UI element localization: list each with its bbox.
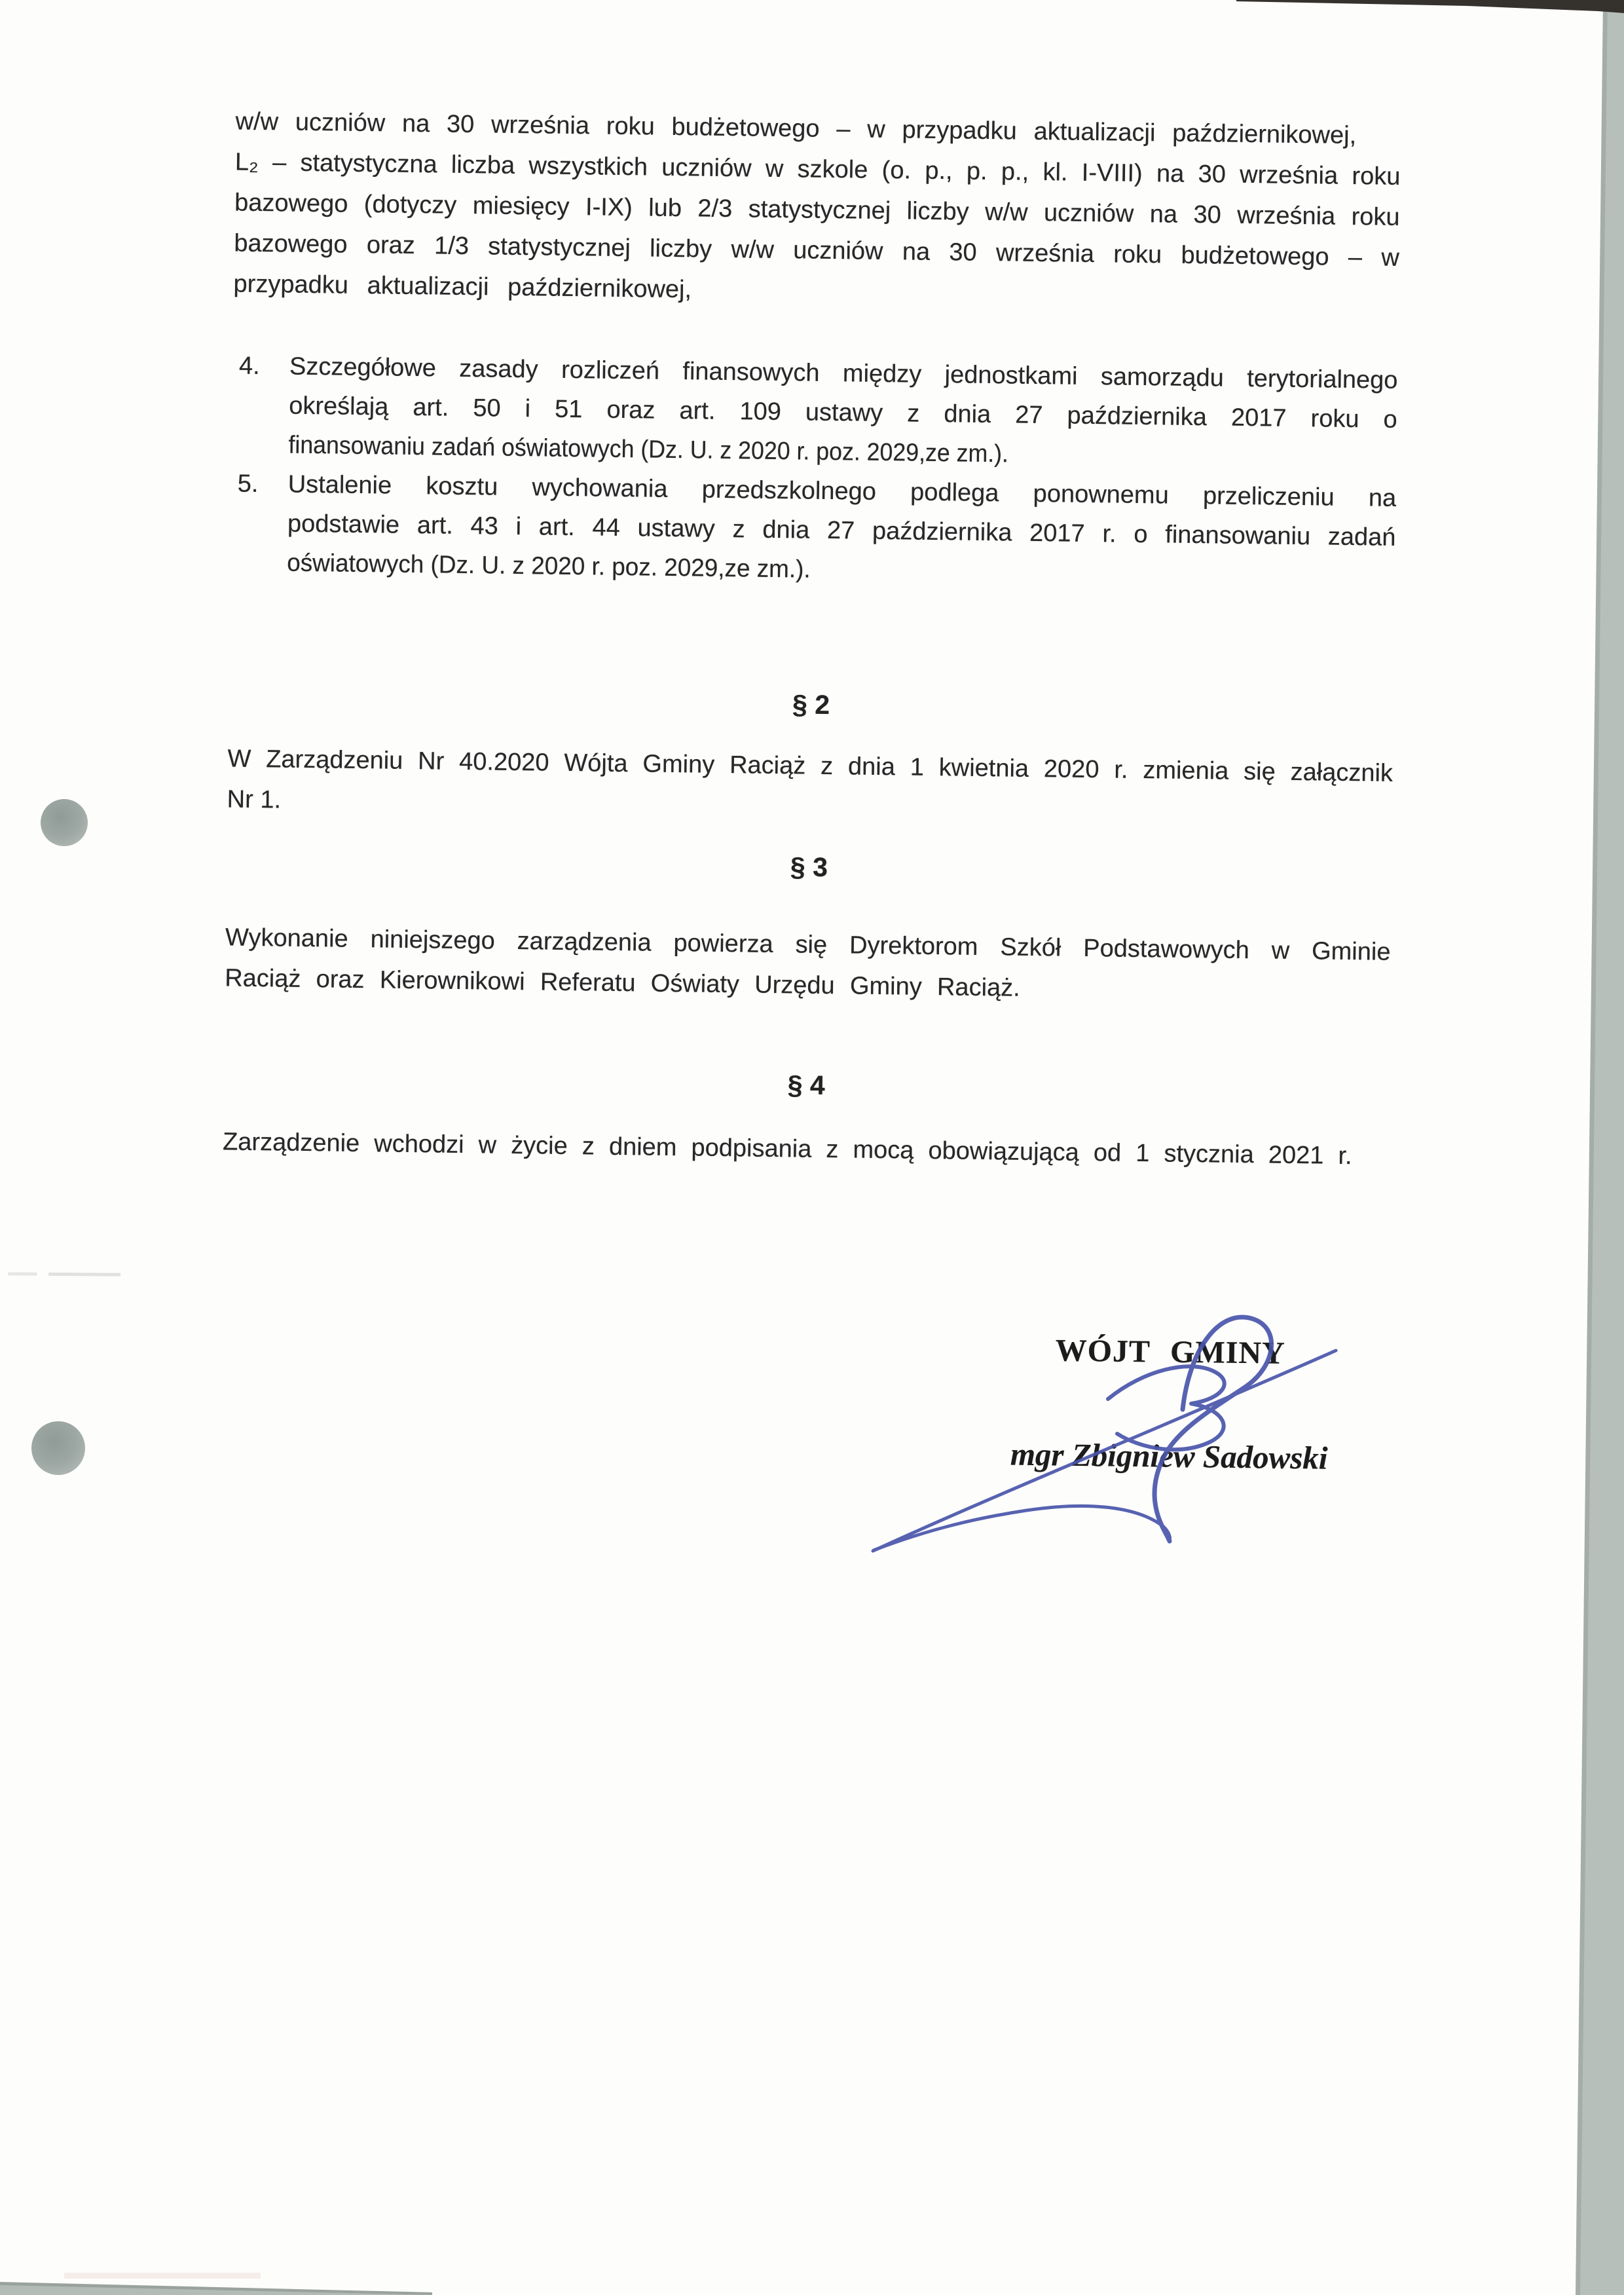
section-heading-3: § 3 (790, 851, 828, 882)
signature-title: WÓJT GMINY (1055, 1333, 1286, 1371)
text-line: podstawie art. 43 i art. 44 ustawy z dnia 27 października 2017 r. o finansowaniu zadań (287, 510, 1396, 551)
text-line: finansowaniu zadań oświatowych (Dz. U. z 2020 r. poz. 2029,ze zm.). (288, 431, 1009, 468)
top-edge-shadow (1236, 0, 1624, 13)
signature-block (1001, 1331, 1338, 1478)
text-line: Zarządzenie wchodzi w życie z dniem podpisania z mocą obowiązującą od 1 stycznia 2021 r. (222, 1128, 1352, 1170)
list-item-number: 5. (237, 470, 259, 498)
text-line: Ustalenie kosztu wychowania przedszkolnego podlega ponownemu przeliczeniu na (287, 470, 1397, 512)
text-line: Szczegółowe zasady rozliczeń finansowych między jednostkami samorządu terytorialnego (289, 352, 1398, 394)
section-paragraph-2 (227, 738, 1393, 834)
text-line: W Zarządzeniu Nr 40.2020 Wójta Gminy Raciąż z dnia 1 kwietnia 2020 r. zmienia się załącznik (227, 745, 1393, 787)
text-line: Wykonanie niniejszego zarządzenia powierza się Dyrektorom Szkół Podstawowych w Gminie (225, 924, 1391, 966)
text-line: oświatowych (Dz. U. z 2020 r. poz. 2029,ze zm.). (286, 549, 811, 584)
text-line: bazowego (dotyczy miesięcy I-IX) lub 2/3 statystycznej liczby w/w uczniów na 30 września roku (234, 189, 1400, 231)
numbered-list (236, 346, 1398, 597)
list-item (236, 464, 1397, 597)
signature-name: mgr Zbigniew Sadowski (1010, 1436, 1328, 1476)
section-heading-4: § 4 (787, 1070, 826, 1100)
text-line: L₂ – statystyczna liczba wszystkich uczniów w szkole (o. p., p. p., kl. I-VIII) na 30 września roku (234, 148, 1401, 191)
text-line: określają art. 50 i 51 oraz art. 109 ustawy z dnia 27 października 2017 roku o (288, 392, 1397, 434)
list-item-number: 4. (238, 352, 260, 381)
section-paragraph-3 (225, 917, 1391, 1013)
section-heading-2: § 2 (792, 689, 830, 720)
list-item (238, 346, 1398, 479)
text-line: Raciąż oraz Kierownikowi Referatu Oświaty Urzędu Gminy Raciąż. (224, 964, 1020, 1002)
hole-punch-mark (41, 799, 88, 846)
text-line: bazowego oraz 1/3 statystycznej liczby w/w uczniów na 30 września roku budżetowego – w (234, 229, 1400, 272)
text-line: Nr 1. (227, 785, 282, 814)
section-paragraph-4 (223, 1121, 1389, 1176)
intro-paragraph (233, 102, 1401, 319)
hole-punch-mark (31, 1421, 85, 1475)
text-line: przypadku aktualizacji październikowej, (233, 270, 692, 304)
text-line: w/w uczniów na 30 września roku budżetowego – w przypadku aktualizacji październikowej, (235, 107, 1357, 150)
